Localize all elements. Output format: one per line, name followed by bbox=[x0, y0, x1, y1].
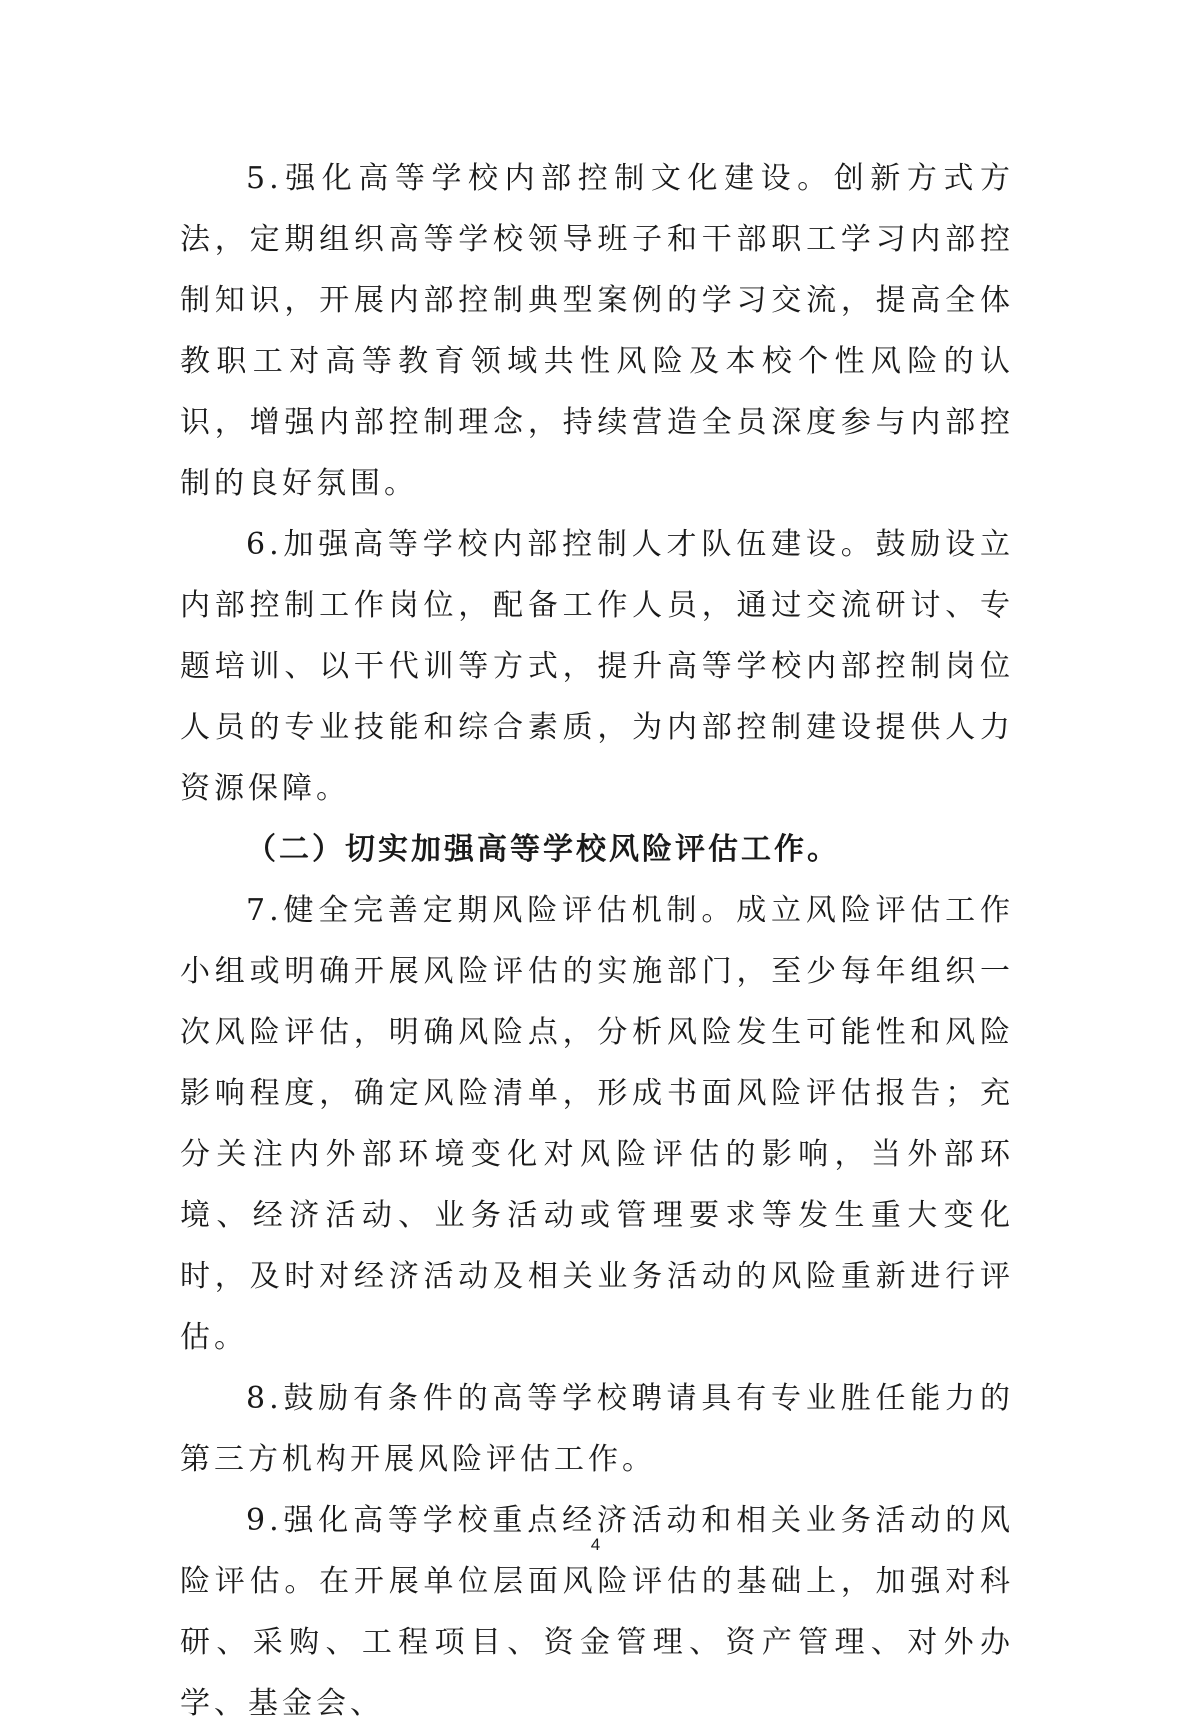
paragraph-5-culture: 5.强化高等学校内部控制文化建设。创新方式方法，定期组织高等学校领导班子和干部职工学习内部控制知识，开展内部控制典型案例的学习交流，提高全体教职工对高等教育领域共性风险及本校个性风险的认识，增强内部控制理念，持续营造全员深度参与内部控制的良好氛围。 bbox=[180, 161, 1014, 501]
paragraph-6-talent: 6.加强高等学校内部控制人才队伍建设。鼓励设立内部控制工作岗位，配备工作人员，通过交流研讨、专题培训、以干代训等方式，提升高等学校内部控制岗位人员的专业技能和综合素质，为内部控制建设提供人力资源保障。 bbox=[180, 527, 1014, 806]
document-body bbox=[180, 148, 1014, 1734]
paragraph-7-mechanism: 7.健全完善定期风险评估机制。成立风险评估工作小组或明确开展风险评估的实施部门，至少每年组织一次风险评估，明确风险点，分析风险发生可能性和风险影响程度，确定风险清单，形成书面风险评估报告；充分关注内外部环境变化对风险评估的影响，当外部环境、经济活动、业务活动或管理要求等发生重大变化时，及时对经济活动及相关业务活动的风险重新进行评估。 bbox=[180, 893, 1014, 1355]
section-heading-risk-assessment: （二）切实加强高等学校风险评估工作。 bbox=[246, 832, 840, 867]
paragraph-9-key-activities: 9.强化高等学校重点经济活动和相关业务活动的风险评估。在开展单位层面风险评估的基础上，加强对科研、采购、工程项目、资金管理、资产管理、对外办学、基金会、 bbox=[180, 1503, 1014, 1721]
paragraph-8-third-party: 8.鼓励有条件的高等学校聘请具有专业胜任能力的第三方机构开展风险评估工作。 bbox=[180, 1381, 1014, 1477]
page-number: 4 bbox=[590, 1535, 601, 1554]
